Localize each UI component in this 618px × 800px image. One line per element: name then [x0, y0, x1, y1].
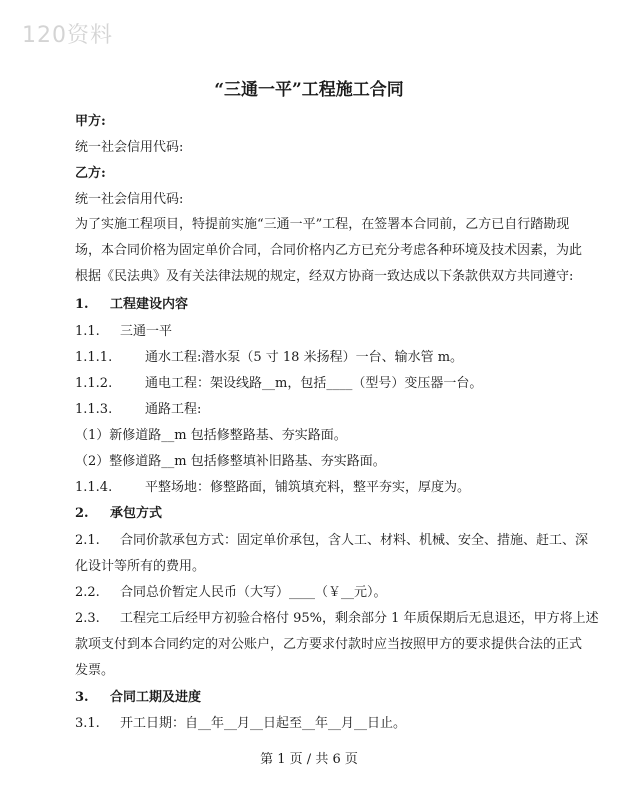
section-heading-2	[75, 502, 162, 521]
clause-number: 1.1.	[75, 324, 100, 339]
clause-text: 工程完工后经甲方初验合格付 95%，剩余部分 1 年质保期后无息退还，甲方将上述	[120, 611, 599, 626]
clause-number: 1.1.2.	[75, 376, 113, 391]
section-number: 3.	[75, 690, 89, 705]
section-title: 承包方式	[110, 506, 163, 521]
clause-text: 三通一平	[120, 324, 173, 339]
preamble-line: 根据《民法典》及有关法律法规的规定，经双方协商一致达成以下条款供双方共同遵守:	[75, 269, 574, 284]
clause-1-1	[75, 320, 172, 339]
clause-number: 1.1.3.	[75, 402, 113, 417]
party-a-credit-code: 统一社会信用代码:	[75, 140, 184, 155]
clause-2-1-cont: 化设计等所有的费用。	[75, 559, 206, 574]
clause-2-3-cont: 款项支付到本合同约定的对公账户，乙方要求付款时应当按照甲方的要求提供合法的正式	[75, 637, 583, 652]
clause-text: 通水工程:潜水泵（5 寸 18 米扬程）一台、输水管 m。	[145, 350, 464, 365]
clause-number: 3.1.	[75, 716, 100, 731]
clause-1-1-3	[75, 398, 201, 417]
clause-number: 1.1.4.	[75, 480, 113, 495]
clause-text: 通电工程：架设线路__m，包括____（型号）变压器一台。	[145, 376, 483, 391]
clause-text: 合同总价暂定人民币（大写）____（￥__元）。	[120, 585, 387, 600]
road-item-1: （1）新修道路__m 包括修整路基、夯实路面。	[75, 428, 347, 443]
section-title: 工程建设内容	[110, 297, 189, 312]
clause-2-2	[75, 581, 387, 600]
document-title: “三通一平”工程施工合同	[214, 80, 404, 100]
clause-number: 2.3.	[75, 611, 100, 626]
clause-1-1-1	[75, 346, 463, 365]
clause-text: 平整场地：修整路面，铺筑填充料，整平夯实，厚度为。	[145, 480, 471, 495]
road-item-2: （2）整修道路__m 包括修整填补旧路基、夯实路面。	[75, 454, 386, 469]
section-title: 合同工期及进度	[110, 690, 202, 705]
clause-number: 2.1.	[75, 533, 100, 548]
clause-2-1	[75, 529, 589, 548]
clause-3-1	[75, 712, 406, 731]
section-number: 1.	[75, 297, 89, 312]
party-a-label: 甲方:	[75, 114, 106, 129]
section-heading-1	[75, 293, 188, 312]
clause-text: 开工日期：自__年__月__日起至__年__月__日止。	[120, 716, 407, 731]
party-b-label: 乙方:	[75, 166, 106, 181]
watermark-logo: 120资料	[22, 23, 113, 48]
section-heading-3	[75, 686, 201, 705]
clause-2-3-cont: 发票。	[75, 663, 115, 678]
page-footer: 第 1 页 / 共 6 页	[260, 752, 358, 767]
section-number: 2.	[75, 506, 89, 521]
clause-number: 1.1.1.	[75, 350, 113, 365]
preamble-line: 场，本合同价格为固定单价合同，合同价格内乙方已充分考虑各种环境及技术因素，为此	[75, 243, 583, 258]
clause-2-3	[75, 607, 599, 626]
clause-1-1-2	[75, 372, 482, 391]
preamble-line: 为了实施工程项目，特提前实施“三通一平”工程，在签署本合同前，乙方已自行踏勘现	[75, 217, 570, 232]
clause-1-1-4	[75, 476, 470, 495]
clause-number: 2.2.	[75, 585, 100, 600]
clause-text: 通路工程:	[145, 402, 202, 417]
clause-text: 合同价款承包方式：固定单价承包，含人工、材料、机械、安全、措施、赶工、深	[120, 533, 589, 548]
party-b-credit-code: 统一社会信用代码:	[75, 192, 184, 207]
